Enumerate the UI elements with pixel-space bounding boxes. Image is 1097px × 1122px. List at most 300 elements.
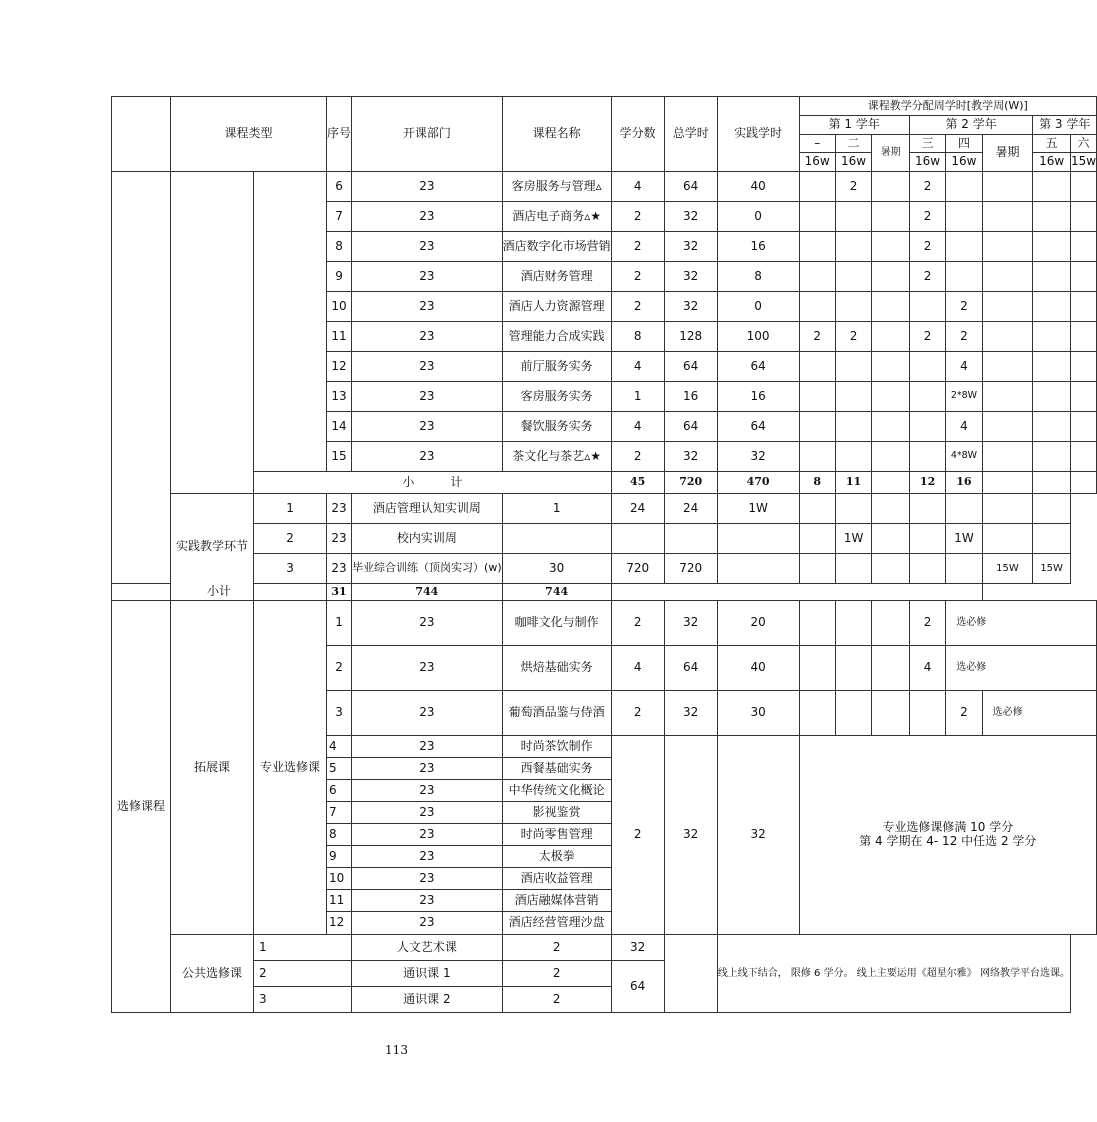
seq-cell: 14: [327, 412, 352, 442]
dept-cell: 23: [352, 802, 503, 824]
sem3-cell: 2: [909, 202, 945, 232]
header-sem2: 二: [835, 135, 871, 153]
total-hours-cell: 24: [611, 494, 664, 524]
sem2-cell: [835, 202, 871, 232]
elective-note-cell: 选必修: [946, 601, 1097, 646]
header-course-type: 课程类型: [171, 97, 327, 172]
header-dept: 开课部门: [352, 97, 503, 172]
sem3-cell: [909, 691, 945, 736]
blank-type-cell: [112, 172, 171, 584]
course-name-cell: 前厅服务实务: [502, 352, 611, 382]
subtotal-label: 小 计: [254, 472, 612, 494]
dept-cell: 23: [352, 846, 503, 868]
sem3-cell: 2: [909, 232, 945, 262]
sem3-cell: [872, 524, 910, 554]
seq-cell: 8: [327, 824, 352, 846]
pool-credits-cell: 2: [611, 736, 664, 935]
total-hours-cell: 32: [664, 601, 717, 646]
seq-cell: 3: [254, 554, 327, 584]
pool-note-cell: [799, 736, 1097, 935]
header-sem4: 四: [946, 135, 982, 153]
course-name-cell: 酒店财务管理: [502, 262, 611, 292]
course-name-cell: 人文艺术课: [352, 935, 503, 961]
credits-cell: [502, 524, 611, 554]
header-weeks-sem3: 16w: [909, 153, 945, 172]
credits-cell: 4: [611, 352, 664, 382]
sem6-cell: [1070, 382, 1096, 412]
dept-cell: 23: [352, 352, 503, 382]
sem2-cell: [835, 691, 871, 736]
course-name-cell: 管理能力合成实践: [502, 322, 611, 352]
sem1-cell: [799, 352, 835, 382]
practice-subtotal-practice: 744: [502, 584, 611, 601]
sem4-cell: [909, 554, 945, 584]
curriculum-table: [111, 96, 1097, 1013]
credits-cell: 4: [611, 412, 664, 442]
credits-cell: 2: [611, 232, 664, 262]
header-sem5: 五: [1033, 135, 1071, 153]
summer1-cell: [835, 554, 871, 584]
sem5-cell: [1033, 322, 1071, 352]
sem5-cell: [1033, 352, 1071, 382]
sem1-cell: [799, 232, 835, 262]
sem6-cell: [1070, 172, 1096, 202]
header-practice-hours: 实践学时: [717, 97, 799, 172]
dept-cell: 23: [327, 554, 352, 584]
sem2-cell: [835, 601, 871, 646]
sem6-cell: [1070, 232, 1096, 262]
summer2-cell: [982, 442, 1033, 472]
practice-hours-cell: 20: [717, 601, 799, 646]
sem3-cell: [872, 494, 910, 524]
seq-cell: 7: [327, 802, 352, 824]
sem1-cell: [799, 412, 835, 442]
summer2-cell: [946, 554, 982, 584]
sem5-cell: [1033, 262, 1071, 292]
sem6-cell: [1070, 202, 1096, 232]
subtotal-row: [112, 584, 1097, 601]
sem3-cell: [909, 382, 945, 412]
page-number: 113: [385, 1043, 408, 1057]
sem2-cell: 2: [835, 322, 871, 352]
sem3-cell: [909, 352, 945, 382]
dept-cell: 23: [352, 780, 503, 802]
sem4-cell: 2: [946, 691, 982, 736]
header-credits: 学分数: [611, 97, 664, 172]
sem4-cell: 4*8W: [946, 442, 982, 472]
summer1-cell: [872, 202, 910, 232]
dept-cell: 23: [352, 868, 503, 890]
sem5-cell: [982, 524, 1033, 554]
dept-cell: 23: [352, 601, 503, 646]
course-name-cell: 太极拳: [502, 846, 611, 868]
dept-cell: 23: [352, 172, 503, 202]
course-name-cell: 餐饮服务实务: [502, 412, 611, 442]
summer1-cell: [872, 382, 910, 412]
practice-hours-cell: 0: [717, 292, 799, 322]
sem4-cell: [946, 262, 982, 292]
seq-cell: 11: [327, 890, 352, 912]
sem3-cell: 2: [909, 262, 945, 292]
sem4-cell: [946, 202, 982, 232]
header-sem6: 六: [1070, 135, 1096, 153]
header-weeks-sem5: 16w: [1033, 153, 1071, 172]
sem2-cell: [835, 352, 871, 382]
header-summer2: 暑期: [982, 135, 1033, 172]
seq-cell: 2: [254, 961, 352, 987]
practice-section-label: 实践教学环节: [171, 494, 254, 601]
sem3-cell: [909, 412, 945, 442]
sem6-cell: [1070, 352, 1096, 382]
seq-cell: 15: [327, 442, 352, 472]
course-name-cell: 时尚茶饮制作: [502, 736, 611, 758]
practice-hours-cell: 40: [717, 646, 799, 691]
summer2-cell: 1W: [946, 524, 982, 554]
table-row: [112, 172, 1097, 202]
dept-cell: 23: [352, 262, 503, 292]
pool-practice-cell: 32: [717, 736, 799, 935]
course-name-cell: 酒店数字化市场营销: [502, 232, 611, 262]
header-year3: 第 3 学年: [1033, 116, 1097, 135]
sem3-cell: 2: [909, 172, 945, 202]
table-row: [112, 935, 1097, 961]
dept-cell: 23: [352, 691, 503, 736]
summer1-cell: [872, 352, 910, 382]
seq-cell: 1: [254, 494, 327, 524]
dept-cell: 23: [352, 824, 503, 846]
sem4-cell: 2*8W: [946, 382, 982, 412]
dept-cell: 23: [352, 758, 503, 780]
summer1-cell: [872, 172, 910, 202]
dept-cell: 23: [352, 412, 503, 442]
summer1-cell: [872, 691, 910, 736]
pool-note-line-2: 第 4 学期在 4- 12 中任选 2 学分: [859, 834, 1037, 848]
credits-cell: 2: [611, 262, 664, 292]
sem3-cell: [909, 442, 945, 472]
table-row: [112, 524, 1097, 554]
summer1-cell: [872, 601, 910, 646]
sem6-cell: [1070, 442, 1096, 472]
summer2-cell: [982, 232, 1033, 262]
practice-hours-cell: 8: [717, 262, 799, 292]
credits-cell: 2: [502, 935, 611, 961]
dept-cell: 23: [352, 202, 503, 232]
dept-cell: 23: [352, 442, 503, 472]
practice-hours-cell: 16: [717, 232, 799, 262]
elective-section-label: 选修课程: [112, 601, 171, 1013]
elective-note-cell: 选必修: [982, 691, 1096, 736]
seq-cell: 6: [327, 172, 352, 202]
public-elective-label: 公共选修课: [171, 935, 254, 1013]
credits-cell: 2: [502, 961, 611, 987]
practice-subtotal-label: 小计: [112, 584, 327, 601]
course-name-cell: 烘焙基础实务: [502, 646, 611, 691]
course-name-cell: 时尚零售管理: [502, 824, 611, 846]
summer1-cell: [872, 232, 910, 262]
sem1-cell: [799, 262, 835, 292]
course-name-cell: 客房服务与管理▵: [502, 172, 611, 202]
sem5-cell: [1033, 412, 1071, 442]
header-weeks-sem6: 15w: [1070, 153, 1096, 172]
sem2-cell: [835, 412, 871, 442]
total-hours-cell: 32: [664, 232, 717, 262]
practice-hours-cell: [664, 524, 717, 554]
header-sem3: 三: [909, 135, 945, 153]
practice-hours-cell: 100: [717, 322, 799, 352]
header-weeks-sem1: 16w: [799, 153, 835, 172]
course-name-cell: 咖啡文化与制作: [502, 601, 611, 646]
sem2-cell: [835, 262, 871, 292]
sem6-cell: [1070, 412, 1096, 442]
sem1-cell: [799, 382, 835, 412]
credits-cell: 1: [502, 494, 611, 524]
seq-cell: 2: [254, 524, 327, 554]
header-weeks-sem2: 16w: [835, 153, 871, 172]
course-name-cell: 葡萄酒品鉴与侍酒: [502, 691, 611, 736]
summer2-cell: [946, 494, 982, 524]
course-name-cell: 酒店收益管理: [502, 868, 611, 890]
summer1-cell: [872, 412, 910, 442]
summer2-cell: [982, 292, 1033, 322]
course-name-cell: 通识课 1: [352, 961, 503, 987]
sem2-cell: 2: [835, 172, 871, 202]
summer2-cell: [982, 172, 1033, 202]
dept-cell: 23: [352, 292, 503, 322]
dept-cell: 23: [352, 912, 503, 935]
sem3-cell: [872, 554, 910, 584]
sem1-cell: [717, 524, 799, 554]
public-total-cell: 64: [611, 961, 664, 1013]
total-hours-cell: 64: [664, 412, 717, 442]
practice-hours-cell: 24: [664, 494, 717, 524]
practice-subtotal-empty: [611, 584, 982, 601]
sem4-cell: [946, 172, 982, 202]
course-name-cell: 酒店人力资源管理: [502, 292, 611, 322]
sem6-cell: [1070, 322, 1096, 352]
dept-cell: 23: [352, 232, 503, 262]
summer2-cell: [982, 412, 1033, 442]
course-name-cell: 西餐基础实务: [502, 758, 611, 780]
total-hours-cell: 32: [664, 262, 717, 292]
dept-cell: 23: [352, 890, 503, 912]
seq-cell: 4: [327, 736, 352, 758]
sem6-cell: 15W: [1033, 554, 1071, 584]
course-name-cell: 酒店管理认知实训周: [352, 494, 503, 524]
sem5-cell: [982, 494, 1033, 524]
header-year1: 第 1 学年: [799, 116, 909, 135]
course-name-cell: 中华传统文化概论: [502, 780, 611, 802]
practice-hours-cell: 40: [717, 172, 799, 202]
practice-hours-cell: 720: [664, 554, 717, 584]
sem4-cell: 2: [946, 322, 982, 352]
seq-cell: 7: [327, 202, 352, 232]
course-name-cell: 校内实训周: [352, 524, 503, 554]
total-hours-cell: 128: [664, 322, 717, 352]
seq-cell: 6: [327, 780, 352, 802]
total-hours-cell: 32: [664, 202, 717, 232]
header-weeks-sem4: 16w: [946, 153, 982, 172]
sem4-cell: [909, 494, 945, 524]
sem5-cell: [1033, 232, 1071, 262]
total-hours-cell: 720: [611, 554, 664, 584]
sem1-cell: [799, 202, 835, 232]
sem1-cell: [799, 172, 835, 202]
seq-cell: 1: [254, 935, 352, 961]
sem2-cell: [799, 554, 835, 584]
sem1-cell: 2: [799, 322, 835, 352]
subtotal-sem6: [1070, 472, 1096, 494]
blank-header-cell: [112, 97, 171, 172]
sem1-cell: [799, 691, 835, 736]
credits-cell: 4: [611, 646, 664, 691]
sem2-cell: [835, 382, 871, 412]
practice-subtotal-credits: 31: [327, 584, 352, 601]
seq-cell: 9: [327, 262, 352, 292]
sem4-cell: [909, 524, 945, 554]
dept-cell: 23: [327, 494, 352, 524]
total-hours-cell: 32: [611, 935, 664, 961]
summer2-cell: [982, 322, 1033, 352]
subtotal-row: [112, 472, 1097, 494]
summer1-cell: [835, 494, 871, 524]
blank-subtype-cell: [171, 172, 254, 494]
credits-cell: 8: [611, 322, 664, 352]
total-hours-cell: 32: [664, 691, 717, 736]
subtotal-sem2: 11: [835, 472, 871, 494]
subtotal-practice: 470: [717, 472, 799, 494]
seq-cell: 10: [327, 292, 352, 322]
summer2-cell: [982, 262, 1033, 292]
header-row-1: [112, 97, 1097, 116]
subtotal-sem1: 8: [799, 472, 835, 494]
summer1-cell: [872, 292, 910, 322]
sem5-cell: [1033, 172, 1071, 202]
seq-cell: 5: [327, 758, 352, 780]
course-name-cell: 客房服务实务: [502, 382, 611, 412]
sem3-cell: 2: [909, 601, 945, 646]
credits-cell: 2: [611, 202, 664, 232]
course-name-cell: 影视鉴赏: [502, 802, 611, 824]
sem3-cell: 4: [909, 646, 945, 691]
credits-cell: 2: [611, 292, 664, 322]
header-summer1: 暑期: [872, 135, 910, 172]
course-name-cell: 酒店融媒体营销: [502, 890, 611, 912]
subtotal-summer2: [982, 472, 1033, 494]
sem2-cell: [799, 524, 835, 554]
sem6-cell: [1033, 524, 1071, 554]
seq-cell: 13: [327, 382, 352, 412]
sem4-cell: 4: [946, 412, 982, 442]
sem1-cell: [799, 646, 835, 691]
sem2-cell: [835, 646, 871, 691]
subtotal-sem4: 16: [946, 472, 982, 494]
expand-course-label: 拓展课: [171, 601, 254, 935]
subtotal-credits: 45: [611, 472, 664, 494]
total-hours-cell: [611, 524, 664, 554]
sem3-cell: [909, 292, 945, 322]
practice-subtotal-total: 744: [352, 584, 503, 601]
course-name-cell: 茶文化与茶艺▵★: [502, 442, 611, 472]
summer1-cell: [872, 322, 910, 352]
sem4-cell: [946, 232, 982, 262]
dept-cell: 23: [352, 382, 503, 412]
sem6-cell: [1070, 262, 1096, 292]
subtotal-total: 720: [664, 472, 717, 494]
course-name-cell: 毕业综合训练（顶岗实习）(w): [352, 554, 503, 584]
credits-cell: 2: [611, 442, 664, 472]
summer1-cell: [872, 442, 910, 472]
dept-cell: 23: [352, 736, 503, 758]
dept-cell: 23: [352, 322, 503, 352]
seq-cell: 2: [327, 646, 352, 691]
header-allocation-title: 课程教学分配周学时[教学周(W)]: [799, 97, 1097, 116]
pool-total-cell: 32: [664, 736, 717, 935]
summer2-cell: [982, 382, 1033, 412]
practice-hours-cell: 30: [717, 691, 799, 736]
blank-group-cell: [254, 172, 327, 472]
table-row: [112, 601, 1097, 646]
summer1-cell: [872, 646, 910, 691]
sem4-cell: 4: [946, 352, 982, 382]
practice-hours-cell: 16: [717, 382, 799, 412]
sem2-cell: [799, 494, 835, 524]
summer1-cell: [872, 262, 910, 292]
sem1-cell: [799, 601, 835, 646]
seq-cell: 10: [327, 868, 352, 890]
course-name-cell: 酒店经营管理沙盘: [502, 912, 611, 935]
seq-cell: 3: [327, 691, 352, 736]
seq-cell: 3: [254, 987, 352, 1013]
public-note-cell: 线上线下结合， 限修 6 学分。 线上主要运用《超星尔雅》 网络教学平台选课。: [717, 935, 1070, 1013]
sem1-cell: [799, 292, 835, 322]
practice-hours-cell: 0: [717, 202, 799, 232]
sem1-cell: [717, 554, 799, 584]
sem5-cell: 15W: [982, 554, 1033, 584]
total-hours-cell: 16: [664, 382, 717, 412]
practice-hours-cell: 64: [717, 352, 799, 382]
credits-cell: 1: [611, 382, 664, 412]
table-row: [112, 494, 1097, 524]
total-hours-cell: 32: [664, 292, 717, 322]
sem5-cell: [1033, 442, 1071, 472]
sem2-cell: [835, 232, 871, 262]
subtotal-sem5: [1033, 472, 1071, 494]
total-hours-cell: 32: [664, 442, 717, 472]
practice-hours-cell: 32: [717, 442, 799, 472]
course-name-cell: 酒店电子商务▵★: [502, 202, 611, 232]
credits-cell: 2: [502, 987, 611, 1013]
sem1-cell: [799, 442, 835, 472]
seq-cell: 12: [327, 912, 352, 935]
total-hours-cell: 64: [664, 646, 717, 691]
course-name-cell: 通识课 2: [352, 987, 503, 1013]
summer1-cell: 1W: [835, 524, 871, 554]
header-year2: 第 2 学年: [909, 116, 1032, 135]
sem3-cell: 2: [909, 322, 945, 352]
subtotal-summer1: [872, 472, 910, 494]
sem2-cell: [835, 442, 871, 472]
header-total-hours: 总学时: [664, 97, 717, 172]
sem5-cell: [1033, 292, 1071, 322]
sem5-cell: [1033, 382, 1071, 412]
credits-cell: 4: [611, 172, 664, 202]
dept-cell: 23: [327, 524, 352, 554]
summer2-cell: [982, 202, 1033, 232]
practice-hours-cell: 64: [717, 412, 799, 442]
header-sem1: –: [799, 135, 835, 153]
seq-cell: 12: [327, 352, 352, 382]
elective-note-cell: 选必修: [946, 646, 1097, 691]
